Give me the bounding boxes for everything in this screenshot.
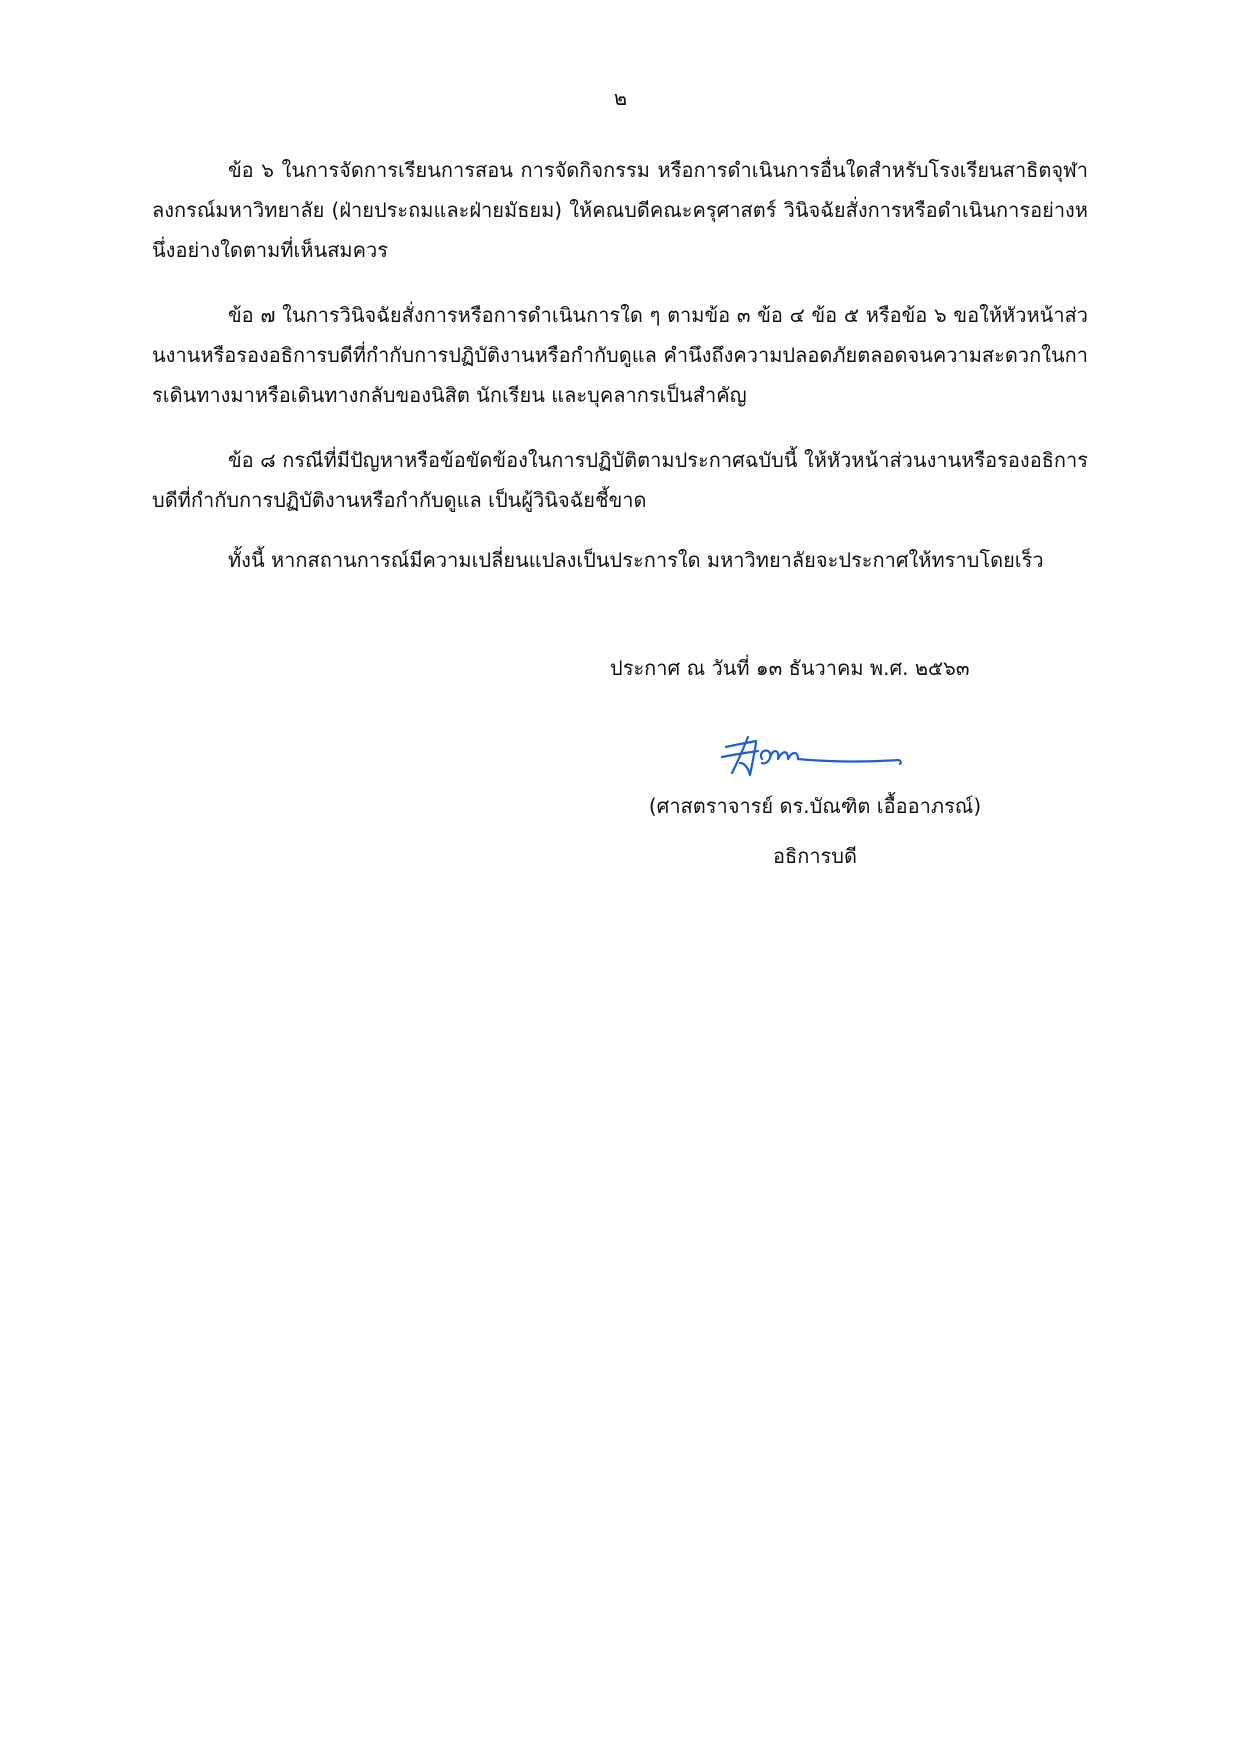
closing-statement: ทั้งนี้ หากสถานการณ์มีความเปลี่ยนแปลงเป็นประการใด มหาวิทยาลัยจะประกาศให้ทราบโดยเร็ว xyxy=(228,548,1044,572)
signer-name: (ศาสตราจารย์ ดร.บัณฑิต เอื้ออาภรณ์) xyxy=(648,794,982,818)
clause-8: ข้อ ๘ กรณีที่มีปัญหาหรือข้อขัดข้องในการปฏิบัติตามประกาศฉบับนี้ ให้หัวหน้าส่วนงานหรือรองอธิการบดีที่กำกับการปฏิบัติงานหรือกำกับดูแล เป็นผู้วินิจฉัยชี้ขาด xyxy=(152,448,1088,512)
signature-image xyxy=(718,733,908,781)
announcement-date: ประกาศ ณ วันที่ ๑๓ ธันวาคม พ.ศ. ๒๕๖๓ xyxy=(610,656,970,680)
clause-6: ข้อ ๖ ในการจัดการเรียนการสอน การจัดกิจกรรม หรือการดำเนินการอื่นใดสำหรับโรงเรียนสาธิตจุฬาลงกรณ์มหาวิทยาลัย (ฝ่ายประถมและฝ่ายมัธยม) ให้คณบดีคณะครุศาสตร์ วินิจฉัยสั่งการหรือดำเนินการอย่างหนึ่งอย่างใดตามที่เห็นสมควร xyxy=(152,158,1088,262)
clause-7: ข้อ ๗ ในการวินิจฉัยสั่งการหรือการดำเนินการใด ๆ ตามข้อ ๓ ข้อ ๔ ข้อ ๕ หรือข้อ ๖ ขอให้หัวหน้าส่วนงานหรือรองอธิการบดีที่กำกับการปฏิบัติงานหรือกำกับดูแล คำนึงถึงความปลอดภัยตลอดจนความสะดวกในการเดินทางมาหรือเดินทางกลับของนิสิต นักเรียน และบุคลากรเป็นสำคัญ xyxy=(152,303,1088,407)
page-number: ๒ xyxy=(613,86,628,110)
signature-strokes xyxy=(722,737,901,775)
signer-title: อธิการบดี xyxy=(773,844,857,868)
